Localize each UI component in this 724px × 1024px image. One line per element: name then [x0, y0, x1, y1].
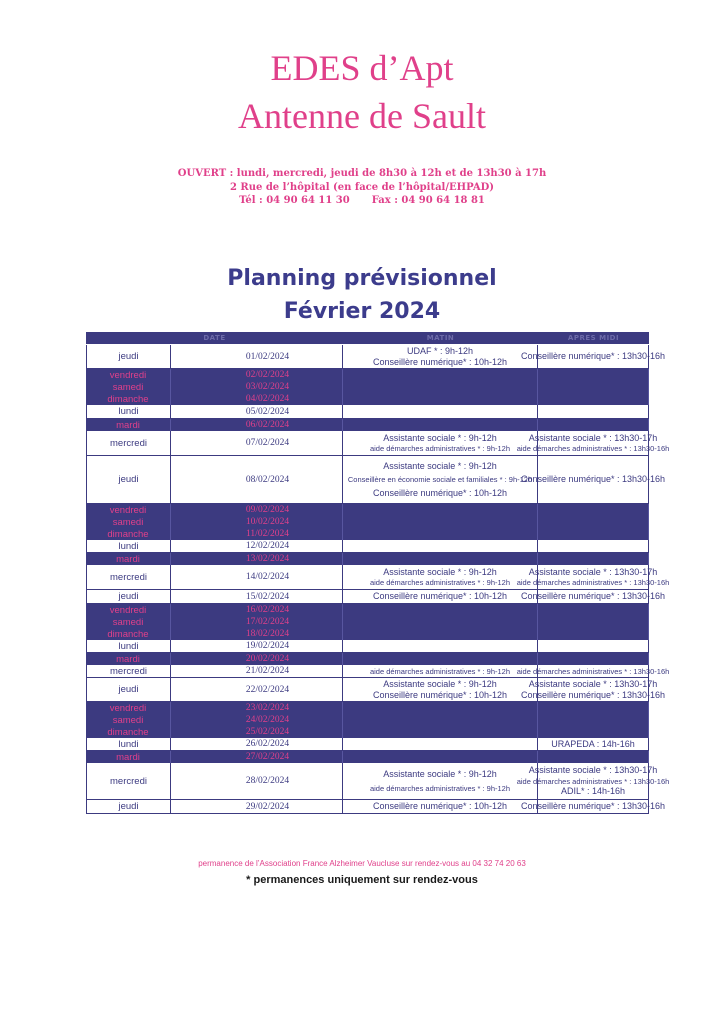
morning-cell	[343, 431, 538, 456]
afternoon-cell	[538, 381, 649, 393]
afternoon-cell	[538, 738, 649, 751]
table-row	[86, 738, 649, 751]
afternoon-cell	[538, 616, 649, 628]
table-row	[86, 653, 649, 665]
day-cell: mardi	[86, 751, 171, 763]
morning-cell	[343, 714, 538, 726]
morning-cell	[343, 504, 538, 516]
table-row	[86, 604, 649, 616]
date-cell: 18/02/2024	[171, 628, 343, 640]
day-cell: vendredi	[86, 504, 171, 516]
table-row	[86, 456, 666, 504]
table-row	[86, 528, 649, 540]
alzheimer-notice: permanence de l’Association France Alzheimer Vaucluse sur rendez-vous au 04 32 74 20 63	[198, 859, 526, 868]
morning-cell	[343, 738, 538, 751]
afternoon-cell	[538, 702, 649, 714]
afternoon-cell	[520, 590, 666, 604]
schedule-entry: aide démarches administratives * : 13h30-16h	[516, 578, 670, 588]
afternoon-cell	[516, 431, 670, 456]
schedule-entry: aide démarches administratives * : 9h-12h	[369, 578, 511, 588]
afternoon-cell	[538, 628, 649, 640]
afternoon-cell	[538, 528, 649, 540]
date-cell: 25/02/2024	[171, 726, 343, 738]
date-cell: 26/02/2024	[171, 738, 343, 751]
table-row	[86, 751, 649, 763]
morning-cell	[343, 604, 538, 616]
table-row	[86, 540, 649, 553]
afternoon-cell	[538, 405, 649, 419]
day-cell: mardi	[86, 419, 171, 431]
schedule-entry: Conseillère en économie sociale et familiales * : 9h-12h	[347, 475, 533, 484]
afternoon-cell	[538, 369, 649, 381]
morning-cell	[343, 590, 538, 604]
schedule-entry: Conseillère numérique* : 13h30-16h	[520, 690, 666, 700]
header-afternoon: APRES MIDI	[538, 332, 649, 344]
morning-cell	[343, 393, 538, 405]
schedule-entry: Conseillère numérique* : 10h-12h	[372, 487, 508, 498]
day-cell: dimanche	[86, 528, 171, 540]
schedule-entry: Conseillère numérique* : 13h30-16h	[520, 591, 666, 601]
day-cell: jeudi	[86, 456, 171, 504]
table-row	[86, 405, 649, 419]
day-cell: jeudi	[86, 678, 171, 702]
schedule-entry: Conseillère numérique* : 10h-12h	[372, 357, 508, 367]
header-morning: MATIN	[343, 332, 538, 344]
fax: Fax : 04 90 64 18 81	[371, 195, 485, 206]
afternoon-cell	[516, 665, 670, 678]
day-cell: lundi	[86, 738, 171, 751]
afternoon-cell	[520, 456, 666, 504]
day-cell: mercredi	[86, 763, 171, 800]
date-cell: 13/02/2024	[171, 553, 343, 565]
opening-hours: OUVERT : lundi, mercredi, jeudi de 8h30 à 12h et de 13h30 à 17h	[177, 168, 547, 179]
morning-cell	[343, 381, 538, 393]
day-cell: mercredi	[86, 431, 171, 456]
day-cell: lundi	[86, 640, 171, 653]
afternoon-cell	[538, 714, 649, 726]
contact-line	[0, 194, 724, 208]
table-row	[86, 665, 670, 678]
day-cell: mardi	[86, 653, 171, 665]
afternoon-cell	[538, 540, 649, 553]
date-cell: 20/02/2024	[171, 653, 343, 665]
date-cell: 07/02/2024	[171, 431, 343, 456]
date-cell: 28/02/2024	[171, 763, 343, 800]
schedule-entry: aide démarches administratives * : 13h30-16h	[516, 444, 670, 454]
date-cell: 10/02/2024	[171, 516, 343, 528]
day-cell: vendredi	[86, 604, 171, 616]
schedule-entry: Assistante sociale * : 9h-12h	[383, 566, 497, 577]
schedule-entry: UDAF * : 9h-12h	[406, 346, 474, 356]
day-cell: samedi	[86, 516, 171, 528]
title-edes: EDES d’Apt	[270, 48, 454, 88]
date-cell: 03/02/2024	[171, 381, 343, 393]
day-cell: jeudi	[86, 590, 171, 604]
schedule-entry: ADIL* : 14h-16h	[560, 786, 626, 797]
afternoon-cell	[538, 640, 649, 653]
date-cell: 27/02/2024	[171, 751, 343, 763]
date-cell: 21/02/2024	[171, 665, 343, 678]
table-row	[86, 726, 649, 738]
schedule-entry: Conseillère numérique* : 10h-12h	[372, 690, 508, 700]
afternoon-cell	[538, 393, 649, 405]
morning-cell	[343, 540, 538, 553]
schedule-entry: Conseillère numérique* : 13h30-16h	[520, 351, 666, 361]
afternoon-cell	[516, 763, 670, 800]
schedule-entry: URAPEDA : 14h-16h	[551, 739, 635, 749]
table-row	[86, 419, 649, 431]
table-row	[86, 616, 649, 628]
morning-cell	[343, 553, 538, 565]
day-cell: dimanche	[86, 393, 171, 405]
table-row	[86, 565, 670, 590]
morning-cell	[343, 653, 538, 665]
day-cell: lundi	[86, 540, 171, 553]
day-cell: vendredi	[86, 369, 171, 381]
afternoon-cell	[538, 726, 649, 738]
table-row	[86, 393, 649, 405]
morning-cell	[343, 628, 538, 640]
date-cell: 11/02/2024	[171, 528, 343, 540]
schedule-entry: aide démarches administratives * : 13h30-16h	[516, 776, 670, 786]
day-cell: mardi	[86, 553, 171, 565]
date-cell: 23/02/2024	[171, 702, 343, 714]
day-cell: dimanche	[86, 628, 171, 640]
date-cell: 24/02/2024	[171, 714, 343, 726]
table-row	[86, 763, 670, 800]
telephone: Tél : 04 90 64 11 30	[239, 195, 350, 206]
schedule-entry: aide démarches administratives * : 13h30-16h	[516, 666, 670, 676]
morning-cell	[343, 528, 538, 540]
date-cell: 29/02/2024	[171, 800, 343, 814]
morning-cell	[343, 763, 538, 800]
afternoon-cell	[538, 419, 649, 431]
afternoon-cell	[538, 751, 649, 763]
morning-cell	[343, 369, 538, 381]
morning-cell	[343, 702, 538, 714]
afternoon-cell	[520, 678, 666, 702]
schedule-entry: aide démarches administratives * : 9h-12h	[369, 784, 511, 794]
header-date: DATE	[86, 332, 343, 344]
afternoon-cell	[520, 345, 666, 369]
morning-cell	[343, 565, 538, 590]
afternoon-cell	[516, 565, 670, 590]
morning-cell	[343, 456, 538, 504]
date-cell: 04/02/2024	[171, 393, 343, 405]
day-cell: jeudi	[86, 800, 171, 814]
afternoon-cell	[520, 800, 666, 814]
date-cell: 01/02/2024	[171, 345, 343, 369]
day-cell: lundi	[86, 405, 171, 419]
date-cell: 06/02/2024	[171, 419, 343, 431]
planning-month: Février 2024	[283, 299, 441, 324]
morning-cell	[343, 678, 538, 702]
schedule-entry: Assistante sociale * : 13h30-17h	[528, 679, 658, 689]
schedule-entry: Conseillère numérique* : 10h-12h	[372, 801, 508, 811]
date-cell: 05/02/2024	[171, 405, 343, 419]
date-cell: 08/02/2024	[171, 456, 343, 504]
date-cell: 12/02/2024	[171, 540, 343, 553]
day-cell: mercredi	[86, 565, 171, 590]
table-row	[86, 678, 666, 702]
table-row	[86, 640, 649, 653]
day-cell: samedi	[86, 714, 171, 726]
morning-cell	[343, 419, 538, 431]
schedule-entry: Assistante sociale * : 13h30-17h	[528, 764, 658, 775]
schedule-entry: Assistante sociale * : 13h30-17h	[528, 432, 658, 443]
afternoon-cell	[538, 553, 649, 565]
morning-cell	[343, 405, 538, 419]
table-row	[86, 590, 666, 604]
date-cell: 17/02/2024	[171, 616, 343, 628]
schedule-entry: Conseillère numérique* : 10h-12h	[372, 591, 508, 601]
schedule-entry: Assistante sociale * : 9h-12h	[383, 432, 497, 443]
schedule-entry: aide démarches administratives * : 9h-12h	[369, 444, 511, 454]
table-row	[86, 516, 649, 528]
afternoon-cell	[538, 504, 649, 516]
table-row	[86, 628, 649, 640]
table-row	[86, 369, 649, 381]
schedule-entry: Assistante sociale * : 9h-12h	[383, 679, 497, 689]
table-row	[86, 702, 649, 714]
appointment-notice: * permanences uniquement sur rendez-vous	[246, 874, 478, 886]
afternoon-cell	[538, 653, 649, 665]
morning-cell	[343, 516, 538, 528]
date-cell: 16/02/2024	[171, 604, 343, 616]
day-cell: jeudi	[86, 345, 171, 369]
afternoon-cell	[538, 516, 649, 528]
table-row	[86, 504, 649, 516]
table-row	[86, 800, 666, 814]
date-cell: 22/02/2024	[171, 678, 343, 702]
schedule-entry: Assistante sociale * : 9h-12h	[383, 460, 497, 471]
planning-title: Planning prévisionnel	[227, 266, 497, 291]
table-row	[86, 714, 649, 726]
morning-cell	[343, 640, 538, 653]
date-cell: 14/02/2024	[171, 565, 343, 590]
morning-cell	[343, 800, 538, 814]
day-cell: samedi	[86, 381, 171, 393]
schedule-entry: Assistante sociale * : 13h30-17h	[528, 566, 658, 577]
table-row	[86, 431, 670, 456]
day-cell: samedi	[86, 616, 171, 628]
day-cell: dimanche	[86, 726, 171, 738]
schedule-entry: Assistante sociale * : 9h-12h	[383, 768, 497, 779]
date-cell: 09/02/2024	[171, 504, 343, 516]
schedule-entry: aide démarches administratives * : 9h-12h	[369, 666, 511, 676]
date-cell: 15/02/2024	[171, 590, 343, 604]
address: 2 Rue de l’hôpital (en face de l’hôpital/EHPAD)	[229, 182, 495, 193]
morning-cell	[343, 726, 538, 738]
table-row	[86, 345, 666, 369]
date-cell: 19/02/2024	[171, 640, 343, 653]
morning-cell	[343, 345, 538, 369]
day-cell: mercredi	[86, 665, 171, 678]
morning-cell	[343, 616, 538, 628]
table-row	[86, 381, 649, 393]
table-row	[86, 553, 649, 565]
morning-cell	[343, 665, 538, 678]
title-antenne: Antenne de Sault	[238, 96, 486, 136]
schedule-entry: Conseillère numérique* : 13h30-16h	[520, 474, 666, 484]
afternoon-cell	[538, 604, 649, 616]
day-cell: vendredi	[86, 702, 171, 714]
schedule-entry: Conseillère numérique* : 13h30-16h	[520, 801, 666, 811]
morning-cell	[343, 751, 538, 763]
date-cell: 02/02/2024	[171, 369, 343, 381]
